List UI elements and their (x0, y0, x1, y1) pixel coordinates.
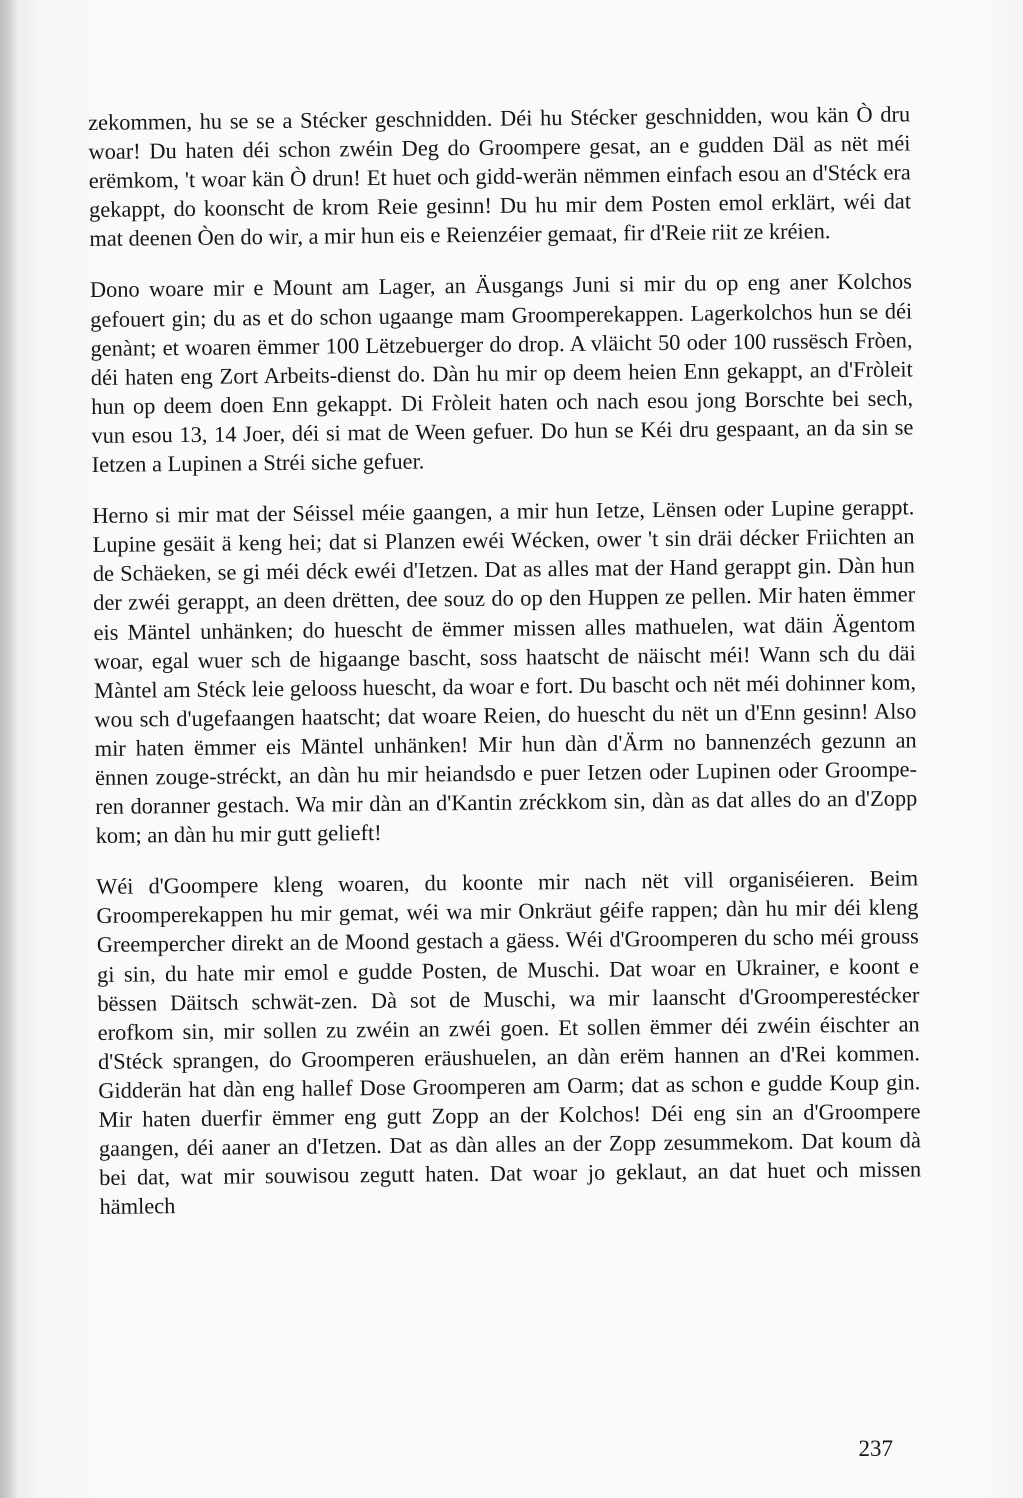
spine-shadow (0, 0, 18, 1498)
paragraph-4: Wéi d'Goompere kleng woaren, du koonte mir nach nët vill organiséieren. Beim Groomperekappen hu mir gemat, wéi wa mir Onkräut géife rappen; dàn hu mir déi kleng Greempercher direkt an de Moond gestach a gäess. Wéi d'Groomperen du scho méi grouss gi sin, du hate mir emol e gudde Posten, de Muschi. Dat woar en Ukrainer, e koont e bëssen Däitsch schwät-zen. Dà sot de Muschi, wa mir laanscht d'Groomperestécker erofkom sin, mir sollen zu zwéin an zwéi goen. Et sollen ëmmer déi zwéin éischter an d'Stéck sprangen, do Groomperen eräushuelen, an dàn erëm hannen an d'Rei kommen. Gidderän hat dàn eng hallef Dose Groomperen am Oarm; dat as schon e gudde Koup gin. Mir haten duerfir ëmmer eng gutt Zopp an der Kolchos! Déi eng sin an d'Groompere gaangen, déi aaner an d'Ietzen. Dat as dàn alles an der Zopp zesummekom. Dat koum dà bei dat, wat mir souwisou zegutt haten. Dat woar jo geklaut, an dat huet och missen hämlech (96, 865, 922, 1220)
page-number: 237 (858, 1436, 893, 1461)
body-text (88, 99, 922, 1243)
paragraph-3: Herno si mir mat der Séissel méie gaangen, a mir hun Ietze, Lënsen oder Lupine gerappt. Lupine gesäit ä keng hei; dat si Planzen ewéi Wécken, ower 't sin dräi décker Friichten an de Schäeken, se gi méi déck ewéi d'Ietzen. Dat as alles mat der Hand gerappt gin. Dàn hun der zwéi gerappt, an deen drëtten, dee souz do op den Huppen ze pellen. Mir haten ëmmer eis Mäntel unhänken; do huescht de ëmmer missen alles mathuelen, wat däin Ägentom woar, egal wuer sch de higaange bascht, soss haatscht de näischt méi! Wann sch du däi Màntel am Stéck leie gelooss huescht, da woar e fort. Du bascht och nët méi dohinner kom, wou sch d'ugefaangen haatscht; dat woare Reien, do huescht du nët un d'Enn gesinn! Also mir haten ëmmer eis Mäntel unhänken! Mir hun dàn d'Ärm no bannenzéch gezunn an ënnen zouge-stréckt, an dàn hu mir heiandsdo e puer Ietzen oder Lupinen oder Groompe-ren doranner gestach. Wa mir dàn an d'Kantin zréckkom sin, dàn as dat alles do an d'Zopp kom; an dàn hu mir gutt gelieft! (92, 494, 918, 849)
paragraph-1: zekommen, hu se se a Stécker geschnidden. Déi hu Stécker geschnidden, wou kän Ò dru woar! Du haten déi schon zwéin Deg do Groompere gesat, an e gudden Däl as nët méi erëmkom, 't woar kän Ò drun! Et huet och gidd-werän nëmmen einfach esou an d'Stéck era gekappt, do koonscht de krom Reie gesinn! Du hu mir dem Posten emol erklärt, wéi dat mat deenen Òen do wir, a mir hun eis e Reienzéier gemaat, fir d'Reie riit ze kréien. (88, 101, 912, 252)
paragraph-2: Dono woare mir e Mount am Lager, an Äusgangs Juni si mir du op eng aner Kolchos gefouert gin; du as et do schon ugaange mam Groomperekappen. Lagerkolchos hun se déi genànt; et woaren ëmmer 100 Lëtzebuerger do drop. A vläicht 50 oder 100 russësch Fròen, déi haten eng Zort Arbeits-dienst do. Dàn hu mir op deem heien Enn gekappt, an d'Fròleit hun op deem doen Enn gekappt. Di Fròleit haten och nach esou jong Borschte bei sech, vun esou 13, 14 Joer, déi si mat de Ween gefuer. Do hun se Kéi dru gespaant, an da sin se Ietzen a Lupinen a Stréi siche gefuer. (89, 268, 914, 478)
